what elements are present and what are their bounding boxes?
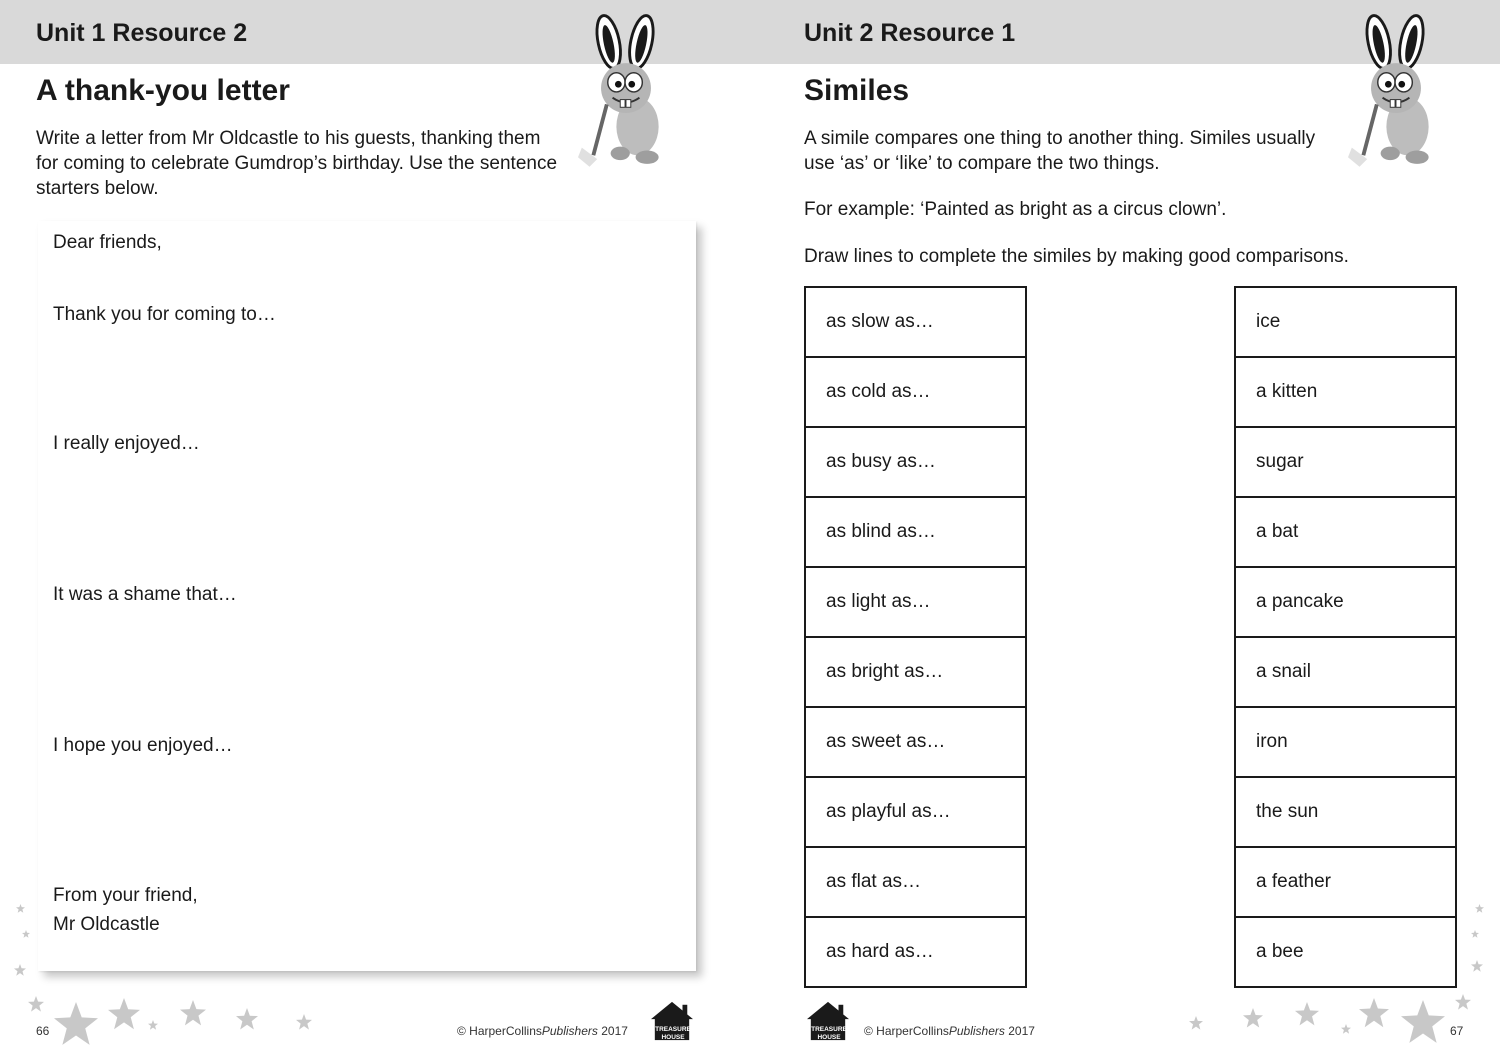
- simile-ending-cell[interactable]: a bee: [1235, 917, 1456, 987]
- table-row: [1235, 427, 1456, 497]
- copyright: © HarperCollinsPublishers 2017: [864, 1024, 1035, 1038]
- simile-ending-cell[interactable]: ice: [1235, 287, 1456, 357]
- copyright: © HarperCollinsPublishers 2017: [457, 1024, 628, 1038]
- simile-start-cell[interactable]: as playful as…: [805, 777, 1026, 847]
- table-row: [1235, 567, 1456, 637]
- table-row: [1235, 637, 1456, 707]
- svg-text:HOUSE: HOUSE: [817, 1034, 841, 1041]
- simile-endings-table: [1234, 286, 1457, 988]
- simile-starts-table: [804, 286, 1027, 988]
- unit-title: Unit 1 Resource 2: [36, 19, 248, 47]
- simile-start-cell[interactable]: as light as…: [805, 567, 1026, 637]
- rabbit-mascot-icon: [578, 12, 674, 168]
- svg-text:TREASURE: TREASURE: [811, 1026, 847, 1033]
- table-row: [805, 567, 1026, 637]
- simile-start-cell[interactable]: as busy as…: [805, 427, 1026, 497]
- table-row: [805, 637, 1026, 707]
- page-heading: A thank-you letter: [36, 74, 290, 107]
- right-page: [750, 0, 1500, 1061]
- table-row: [805, 427, 1026, 497]
- simile-ending-cell[interactable]: sugar: [1235, 427, 1456, 497]
- treasure-house-logo-icon: [804, 1000, 852, 1042]
- treasure-house-logo-icon: [648, 1000, 696, 1042]
- table-row: [805, 497, 1026, 567]
- svg-text:TREASURE: TREASURE: [655, 1026, 691, 1033]
- unit-title: Unit 2 Resource 1: [804, 19, 1016, 47]
- simile-start-cell[interactable]: as bright as…: [805, 637, 1026, 707]
- simile-start-cell[interactable]: as blind as…: [805, 497, 1026, 567]
- table-row: [805, 917, 1026, 987]
- simile-start-cell[interactable]: as sweet as…: [805, 707, 1026, 777]
- sentence-starter: I hope you enjoyed…: [53, 735, 233, 756]
- simile-ending-cell[interactable]: a snail: [1235, 637, 1456, 707]
- instructions: Write a letter from Mr Oldcastle to his guests, thanking them for coming to celebrate Gumdrop’s birthday. Use the sentence starters below.: [36, 128, 558, 199]
- simile-ending-cell[interactable]: a pancake: [1235, 567, 1456, 637]
- simile-start-cell[interactable]: as hard as…: [805, 917, 1026, 987]
- page-number: 66: [36, 1024, 50, 1038]
- table-row: [805, 287, 1026, 357]
- page-number: 67: [1450, 1024, 1464, 1038]
- intro-text: A simile compares one thing to another thing. Similes usually use ‘as’ or ‘like’ to compare the two things.: [804, 128, 1316, 174]
- letter-signoff: From your friend,: [53, 885, 198, 906]
- simile-start-cell[interactable]: as cold as…: [805, 357, 1026, 427]
- letter-greeting: Dear friends,: [53, 232, 162, 253]
- simile-ending-cell[interactable]: a kitten: [1235, 357, 1456, 427]
- sentence-starter: It was a shame that…: [53, 584, 237, 605]
- task-instruction: Draw lines to complete the similes by making good comparisons.: [804, 246, 1349, 267]
- simile-ending-cell[interactable]: iron: [1235, 707, 1456, 777]
- example-text: For example: ‘Painted as bright as a circus clown’.: [804, 199, 1227, 220]
- table-row: [1235, 917, 1456, 987]
- table-row: [1235, 707, 1456, 777]
- letter-writing-area[interactable]: [38, 221, 696, 971]
- svg-text:HOUSE: HOUSE: [661, 1034, 685, 1041]
- page-heading: Similes: [804, 74, 910, 107]
- sentence-starter: Thank you for coming to…: [53, 304, 276, 325]
- table-row: [805, 777, 1026, 847]
- table-row: [1235, 777, 1456, 847]
- table-row: [1235, 357, 1456, 427]
- table-row: [1235, 287, 1456, 357]
- simile-ending-cell[interactable]: a feather: [1235, 847, 1456, 917]
- simile-start-cell[interactable]: as slow as…: [805, 287, 1026, 357]
- letter-signature: Mr Oldcastle: [53, 914, 160, 935]
- simile-ending-cell[interactable]: a bat: [1235, 497, 1456, 567]
- simile-ending-cell[interactable]: the sun: [1235, 777, 1456, 847]
- table-row: [805, 357, 1026, 427]
- simile-start-cell[interactable]: as flat as…: [805, 847, 1026, 917]
- table-row: [805, 847, 1026, 917]
- table-row: [1235, 847, 1456, 917]
- table-row: [805, 707, 1026, 777]
- sentence-starter: I really enjoyed…: [53, 433, 200, 454]
- rabbit-mascot-icon: [1348, 12, 1444, 168]
- table-row: [1235, 497, 1456, 567]
